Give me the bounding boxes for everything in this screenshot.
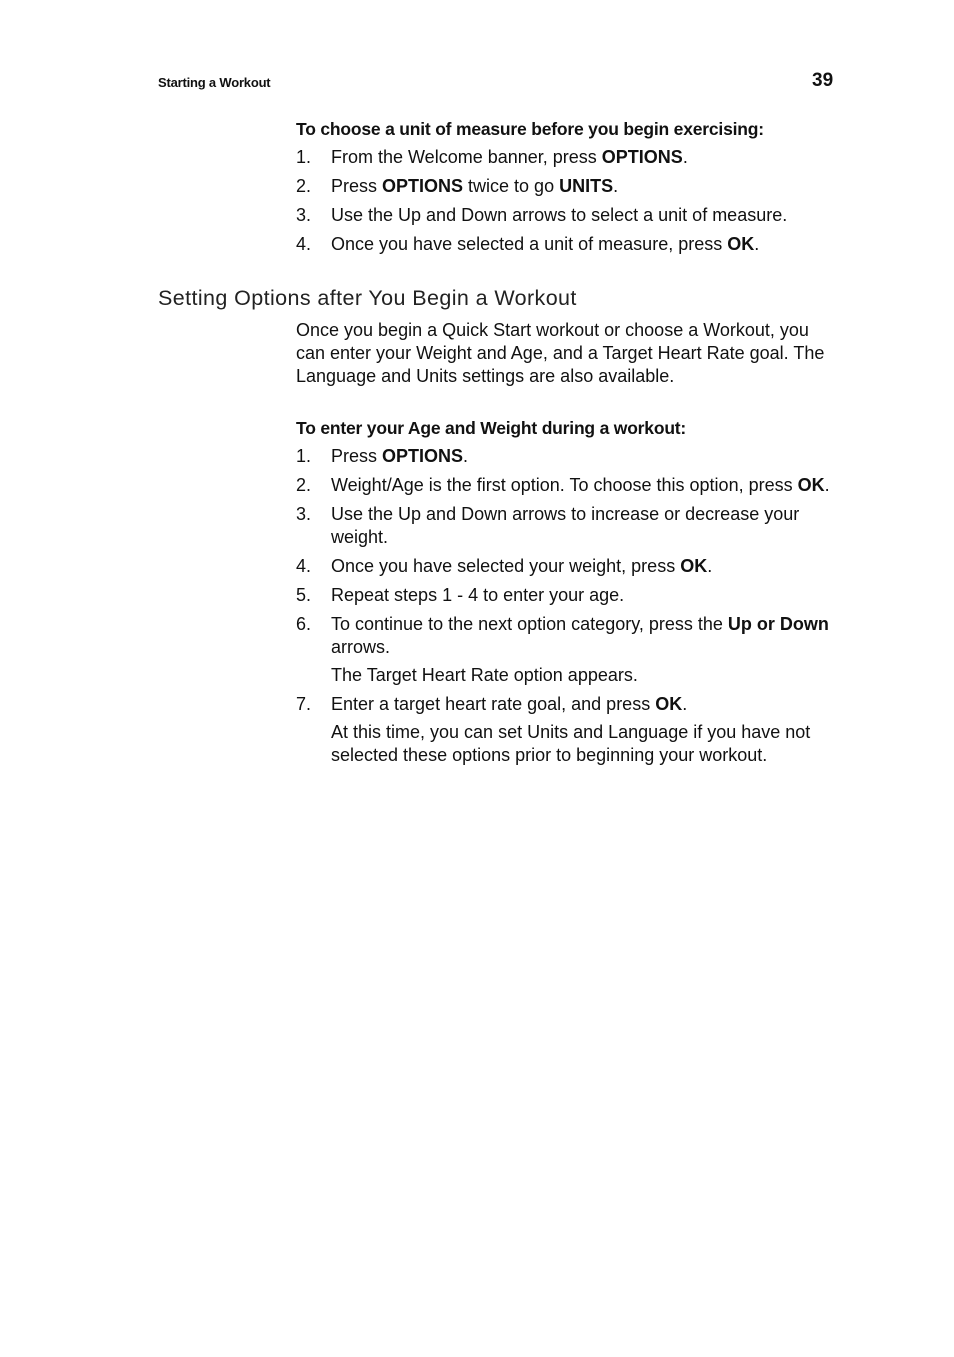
step-text (331, 584, 836, 607)
step-text-segment: Once you have selected a unit of measure, press (331, 234, 728, 254)
step-text-segment: Press (331, 176, 383, 196)
step-number: 2. (296, 475, 312, 495)
step-keyword: OK (797, 475, 825, 495)
step-text-segment: . (707, 556, 713, 576)
section-intro: Once you begin a Quick Start workout or choose a Workout, you can enter your Weight and Age, and a Target Heart Rate goal. The Language and Units settings are also available. (296, 320, 825, 386)
procedure-heading: To choose a unit of measure before you begin exercising: (296, 119, 764, 139)
step-keyword: OK (655, 694, 683, 714)
procedure-heading: To enter your Age and Weight during a workout: (296, 418, 687, 438)
procedure-steps (296, 146, 836, 256)
step-text-segment: To continue to the next option category, press the (331, 614, 728, 634)
step-item (296, 445, 836, 468)
step-text-segment: Use the Up and Down arrows to select a unit of measure. (331, 205, 788, 225)
step-keyword: OPTIONS (382, 176, 464, 196)
step-text-segment: Once you have selected your weight, press (331, 556, 681, 576)
step-number: 6. (296, 614, 312, 634)
page-number: 39 (812, 70, 834, 91)
step-note: The Target Heart Rate option appears. (331, 665, 638, 685)
step-text-segment: . (682, 694, 688, 714)
section-intro-block (296, 319, 836, 388)
step-text-segment: . (613, 176, 619, 196)
step-number: 3. (296, 205, 312, 225)
step-text-segment: twice to go (463, 176, 560, 196)
step-text-segment: Weight/Age is the first option. To choose this option, press (331, 475, 798, 495)
step-item (296, 146, 836, 169)
step-keyword: OK (680, 556, 708, 576)
step-text (331, 175, 836, 198)
step-text (331, 233, 836, 256)
step-item (296, 233, 836, 256)
step-text-segment: Press (331, 446, 383, 466)
step-item (296, 503, 836, 549)
step-keyword: OPTIONS (382, 446, 464, 466)
step-text (331, 555, 836, 578)
step-text-segment: arrows. (331, 637, 391, 657)
step-number: 4. (296, 556, 312, 576)
step-number: 2. (296, 176, 312, 196)
step-number: 7. (296, 694, 312, 714)
step-text (331, 474, 836, 497)
step-item (296, 175, 836, 198)
step-text (331, 503, 836, 549)
step-text-segment: . (824, 475, 830, 495)
step-item (296, 613, 836, 687)
step-item (296, 555, 836, 578)
step-keyword: OK (727, 234, 755, 254)
step-text-segment: . (754, 234, 760, 254)
unit-measure-procedure (296, 119, 836, 256)
step-text-segment: . (682, 147, 688, 167)
step-text (331, 445, 836, 468)
step-text (331, 613, 836, 659)
step-number: 5. (296, 585, 312, 605)
step-text-segment: Enter a target heart rate goal, and press (331, 694, 656, 714)
step-text-segment: . (463, 446, 469, 466)
procedure-steps (296, 445, 836, 767)
step-item (296, 204, 836, 227)
step-text-segment: From the Welcome banner, press (331, 147, 602, 167)
step-note: At this time, you can set Units and Language if you have not selected these options prior to beginning your workout. (331, 722, 811, 765)
step-text-segment: Use the Up and Down arrows to increase or decrease your weight. (331, 504, 800, 547)
step-number: 4. (296, 234, 312, 254)
step-number: 3. (296, 504, 312, 524)
step-keyword: OPTIONS (601, 147, 683, 167)
running-head: Starting a Workout (158, 75, 271, 90)
step-keyword: Up or Down (727, 614, 829, 634)
step-number: 1. (296, 446, 312, 466)
age-weight-procedure (296, 418, 836, 767)
step-number: 1. (296, 147, 312, 167)
step-item (296, 584, 836, 607)
step-text (331, 146, 836, 169)
step-text (331, 204, 836, 227)
step-text (331, 693, 836, 716)
step-item (296, 693, 836, 767)
step-text-segment: Repeat steps 1 - 4 to enter your age. (331, 585, 625, 605)
step-item (296, 474, 836, 497)
step-keyword: UNITS (559, 176, 614, 196)
section-heading: Setting Options after You Begin a Workout (158, 286, 577, 310)
